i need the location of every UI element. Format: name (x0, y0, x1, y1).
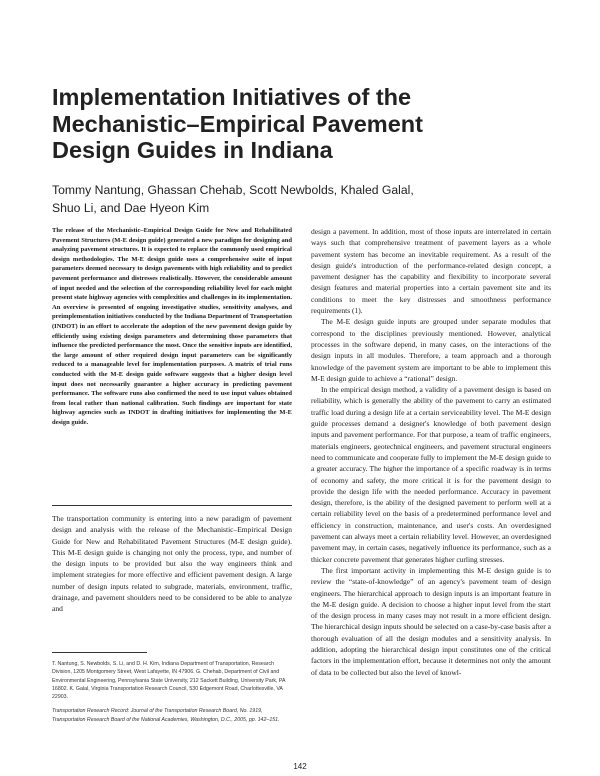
abstract-divider (52, 505, 292, 506)
title-line: Implementation Initiatives of the (52, 84, 412, 110)
journal-citation: Transportation Research Record: Journal of the Transportation Research Board, No. 1919, Transportation Research Board of the National Academies, Washington, D.C., 2005, pp. 142–151. (52, 708, 280, 723)
intro-paragraph: The transportation community is entering into a new paradigm of pavement design and analysis with the release of the Mechanistic–Empirical Design Guide for New and Rehabilitated Pavement Structures (M-E design guide). This M-E design guide is changing not only the process, type, and number of the design inputs to be provided but also the way engineers think and implement strategies for more effective and efficient pavement design. A large number of design inputs related to subgrade, materials, environment, traffic, drainage, and pavement shoulders need to be considered to be able to analyze and (52, 514, 292, 614)
body-paragraph: The first important activity in implementing this M-E design guide is to review the “state-of-knowledge” of an agency's pavement team of design engineers. The hierarchical approach to design inputs is an important feature in the M-E design guide. A decision to choose a higher input level from the start of the design process in many cases may not result in a more efficient design. The hierarchical design inputs should be selected on a case-by-case basis after a thorough evaluation of all the design modules and a sensitivity analysis. In addition, adopting the hierarchical design input constitutes one of the critical factors in the implementation effort, because it determines not only the amount of data to be collected but also the level of knowl- (311, 565, 551, 677)
body-paragraph: In the empirical design method, a validity of a pavement design is based on reliability, which is generally the ability of the pavement to carry an estimated traffic load during a design life at a certain serviceability level. The M-E design guide processes demand a designer's knowledge of both pavement design inputs and pavement performance. For that purpose, a team of traffic engineers, materials engineers, geotechnical engineers, and pavement structural engineers need to communicate and cooperate fully to implement the M-E design guide to a greater accuracy. The higher the importance of a specific roadway is in terms of economy and safety, the more critical it is for the pavement design to provide the design life with the needed performance. Accuracy in pavement design, therefore, is the ability of the designed pavement to perform well at a certain reliability level on the basis of a predetermined performance level and efficiency in construction, maintenance, and user's costs. An overdesigned pavement can always meet a certain reliability level. However, an overdesigned pavement may, in certain cases, negatively influence its performance, such as a thicker concrete pavement that generates higher curling stresses. (311, 385, 551, 564)
title-line: Design Guides in Indiana (52, 137, 333, 163)
introduction-left-column (52, 513, 292, 615)
paper-title (52, 84, 552, 164)
author-list (52, 181, 552, 217)
body-paragraph: design a pavement. In addition, most of those inputs are interrelated in certain ways such that comprehensive treatment of pavement layers as a whole pavement system has become an inevitable requirement. As a result of the design guide's introduction of the performance-related design concept, a pavement designer has the capability and flexibility to incorporate several design features and material properties into a certain pavement site and its conditions to meet the key distresses and smoothness performance requirements (1). (311, 227, 551, 316)
footnote-divider (52, 652, 147, 653)
abstract-text: The release of the Mechanistic–Empirical Design Guide for New and Rehabilitated Pavement Structures (M-E design guide) generated a new paradigm for designing and analyzing pavement structures. It is expected to replace the commonly used empirical design methodologies. The M-E design guide uses a comprehensive suite of input parameters deemed necessary to design pavements with high reliability and to predict pavement performance and distresses realistically. However, the considerable amount of input needed and the selection of the corresponding reliability level for each might present state highway agencies with complexities and challenges in its implementation. An overview is presented of ongoing investigative studies, sensitivity analyses, and preimplementation initiatives conducted by the Indiana Department of Transportation (INDOT) in an effort to accelerate the adoption of the new pavement design guide by efficiently using existing design parameters and determining those parameters that influence the predicted performance the most. Once the sensitive inputs are identified, the large amount of other required design input parameters can be significantly reduced to a manageable level for implementation purposes. A matrix of trial runs conducted with the M-E design guide software suggests that a higher design level input does not necessarily guarantee a higher accuracy in predicting pavement performance. The software runs also confirmed the need to use input values obtained from local rather than national calibration. Such findings are important for state highway agencies such as INDOT in drafting initiatives for implementing the M-E design guide. (52, 227, 292, 426)
right-column (311, 226, 551, 678)
footnote-block (52, 660, 292, 724)
author-line: Tommy Nantung, Ghassan Chehab, Scott Newbolds, Khaled Galal, (52, 183, 414, 197)
author-affiliation: T. Nantung, S. Newbolds, S. Li, and D. H. Kim, Indiana Department of Transportation, Research Division, 1205 Montgomery Street, West Lafayette, IN 47906. G. Chehab, Department of Civil and Environmental Engineering, Pennsylvania State University, 212 Sackett Building, University Park, PA 16802. K. Galal, Virginia Transportation Research Council, 530 Edgemont Road, Charlottesville, VA 22903. (52, 661, 286, 701)
title-line: Mechanistic–Empirical Pavement (52, 110, 423, 137)
page-number: 142 (293, 762, 307, 771)
abstract (52, 226, 292, 427)
body-paragraph: The M-E design guide inputs are grouped under separate modules that correspond to the disciplines previously mentioned. However, analytical processes in the software depend, in many cases, on the interactions of the design inputs in all modules. Therefore, a team approach and a thorough knowledge of the pavement system are important to be able to implement this M-E design guide to achieve a “rational” design. (311, 317, 551, 383)
author-line: Shuo Li, and Dae Hyeon Kim (52, 201, 210, 215)
